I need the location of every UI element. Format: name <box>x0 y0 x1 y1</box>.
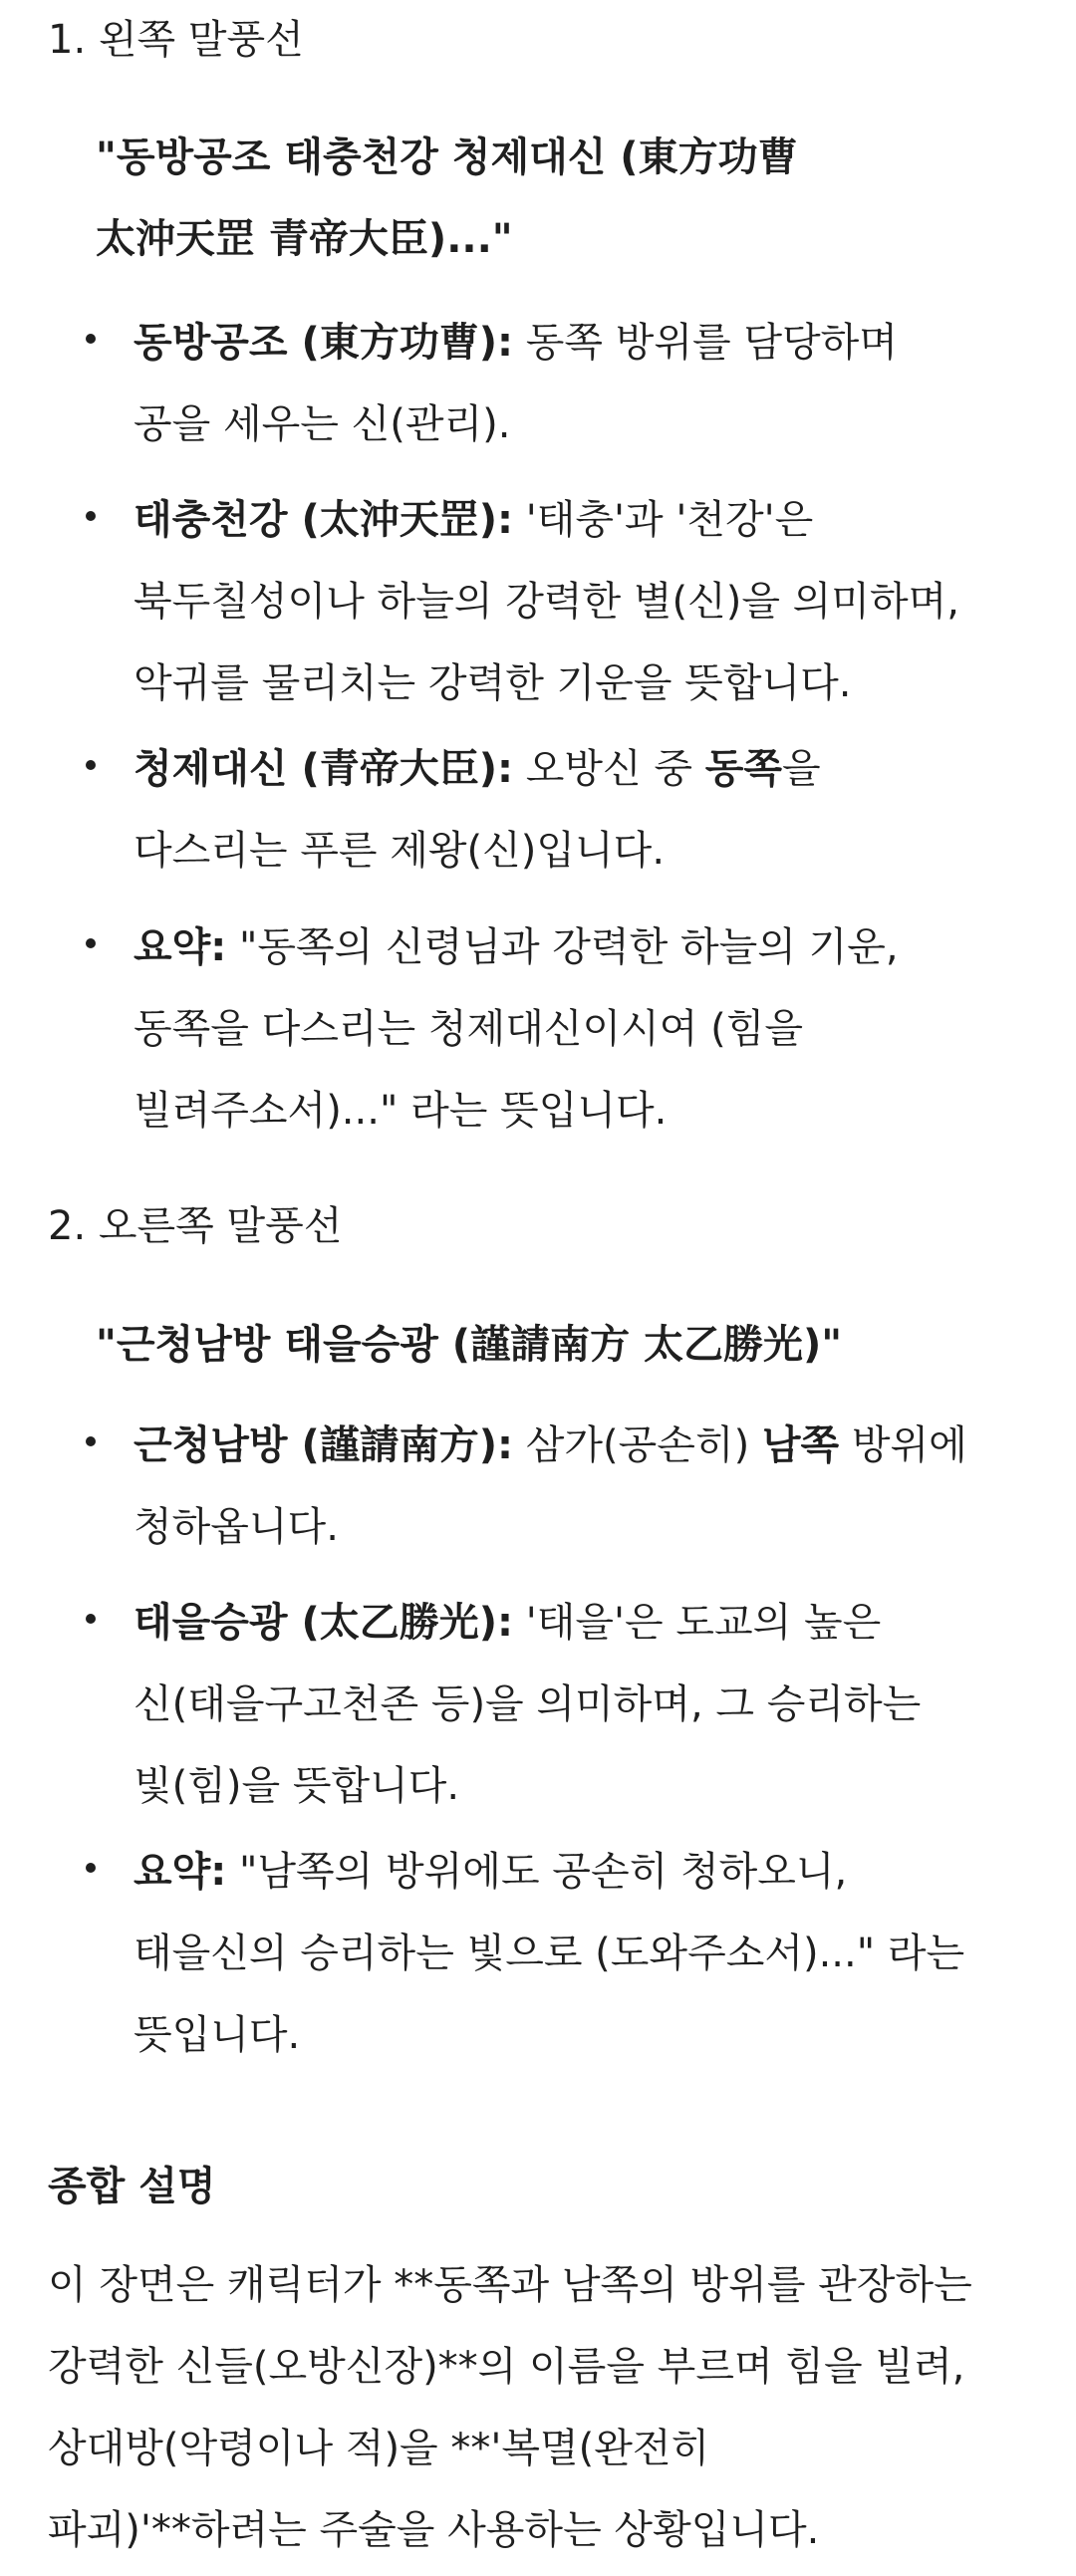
list-item-text <box>134 302 1070 465</box>
bullet-icon <box>86 1614 96 1624</box>
description: 태을신의 승리하는 빛으로 (도와주소서)..." 라는 <box>134 1931 965 1976</box>
term: 동방공조 (東方功曹): <box>134 320 514 366</box>
description: 신(태을구고천존 등)을 의미하며, 그 승리하는 <box>134 1681 922 1727</box>
paragraph-line: 파괴)'**하려는 주술을 사용하는 상황입니다. <box>48 2507 820 2553</box>
term: 태충천강 (太沖天罡): <box>134 497 514 543</box>
emphasis: 동쪽 <box>704 746 783 792</box>
list-item-text <box>134 1831 1070 2076</box>
summary-paragraph <box>48 2244 1054 2571</box>
description: 공을 세우는 신(관리). <box>134 401 511 447</box>
section-heading: 1. 왼쪽 말풍선 <box>48 17 304 63</box>
paragraph-line: 이 장면은 캐릭터가 **동쪽과 남쪽의 방위를 관장하는 <box>48 2262 972 2308</box>
description: 북두칠성이나 하늘의 강력한 별(신)을 의미하며, <box>134 579 959 625</box>
list-item-text <box>134 906 1070 1152</box>
term: 태을승광 (太乙勝光): <box>134 1600 514 1646</box>
description: 다스리는 푸른 제왕(신)입니다. <box>134 828 666 874</box>
description: 방위에 <box>839 1422 967 1468</box>
list-item-text <box>134 1582 1070 1827</box>
bullet-icon <box>86 334 96 344</box>
quote <box>96 117 1032 280</box>
list-item-text <box>134 1405 1070 1568</box>
description: 청하옵니다. <box>134 1504 339 1550</box>
summary-heading: 종합 설명 <box>48 2164 216 2209</box>
paragraph-line: 강력한 신들(오방신장)**의 이름을 부르며 힘을 빌려, <box>48 2344 965 2390</box>
quote-line: 太沖天罡 青帝大臣)..." <box>96 216 513 262</box>
description: '태을'은 도교의 높은 <box>513 1600 882 1646</box>
description: "동쪽의 신령님과 강력한 하늘의 기운, <box>226 924 899 970</box>
bullet-icon <box>86 511 96 521</box>
term: 청제대신 (青帝大臣): <box>134 746 514 792</box>
bullet-icon <box>86 1863 96 1873</box>
description: 삼가(공손히) <box>513 1422 762 1468</box>
paragraph-line: 상대방(악령이나 적)을 **'복멸(완전히 <box>48 2426 710 2471</box>
quote-line: "근청남방 태을승광 (謹請南方 太乙勝光)" <box>96 1322 843 1368</box>
list-item-text <box>134 479 1070 724</box>
description: 을 <box>782 746 821 792</box>
description: 오방신 중 <box>513 746 705 792</box>
quote-line: "동방공조 태충천강 청제대신 (東方功曹 <box>96 134 798 180</box>
description: 동쪽을 다스리는 청제대신이시여 (힘을 <box>134 1006 803 1052</box>
bullet-icon <box>86 1436 96 1446</box>
description: '태충'과 '천강'은 <box>513 497 814 543</box>
description: 악귀를 물리치는 강력한 기운을 뜻합니다. <box>134 660 852 706</box>
bullet-icon <box>86 938 96 948</box>
list-item-text <box>134 728 1070 892</box>
description: 동쪽 방위를 담당하며 <box>513 320 898 366</box>
description: 빌려주소서)..." 라는 뜻입니다. <box>134 1088 668 1134</box>
description: "남쪽의 방위에도 공손히 청하오니, <box>226 1849 848 1895</box>
description: 뜻입니다. <box>134 2012 301 2058</box>
bullet-icon <box>86 760 96 770</box>
term: 요약: <box>134 924 227 970</box>
description: 빛(힘)을 뜻합니다. <box>134 1763 460 1809</box>
section-heading: 2. 오른쪽 말풍선 <box>48 1203 343 1249</box>
quote <box>96 1304 1032 1386</box>
term: 요약: <box>134 1849 227 1895</box>
emphasis: 남쪽 <box>761 1422 840 1468</box>
term: 근청남방 (謹請南方): <box>134 1422 514 1468</box>
